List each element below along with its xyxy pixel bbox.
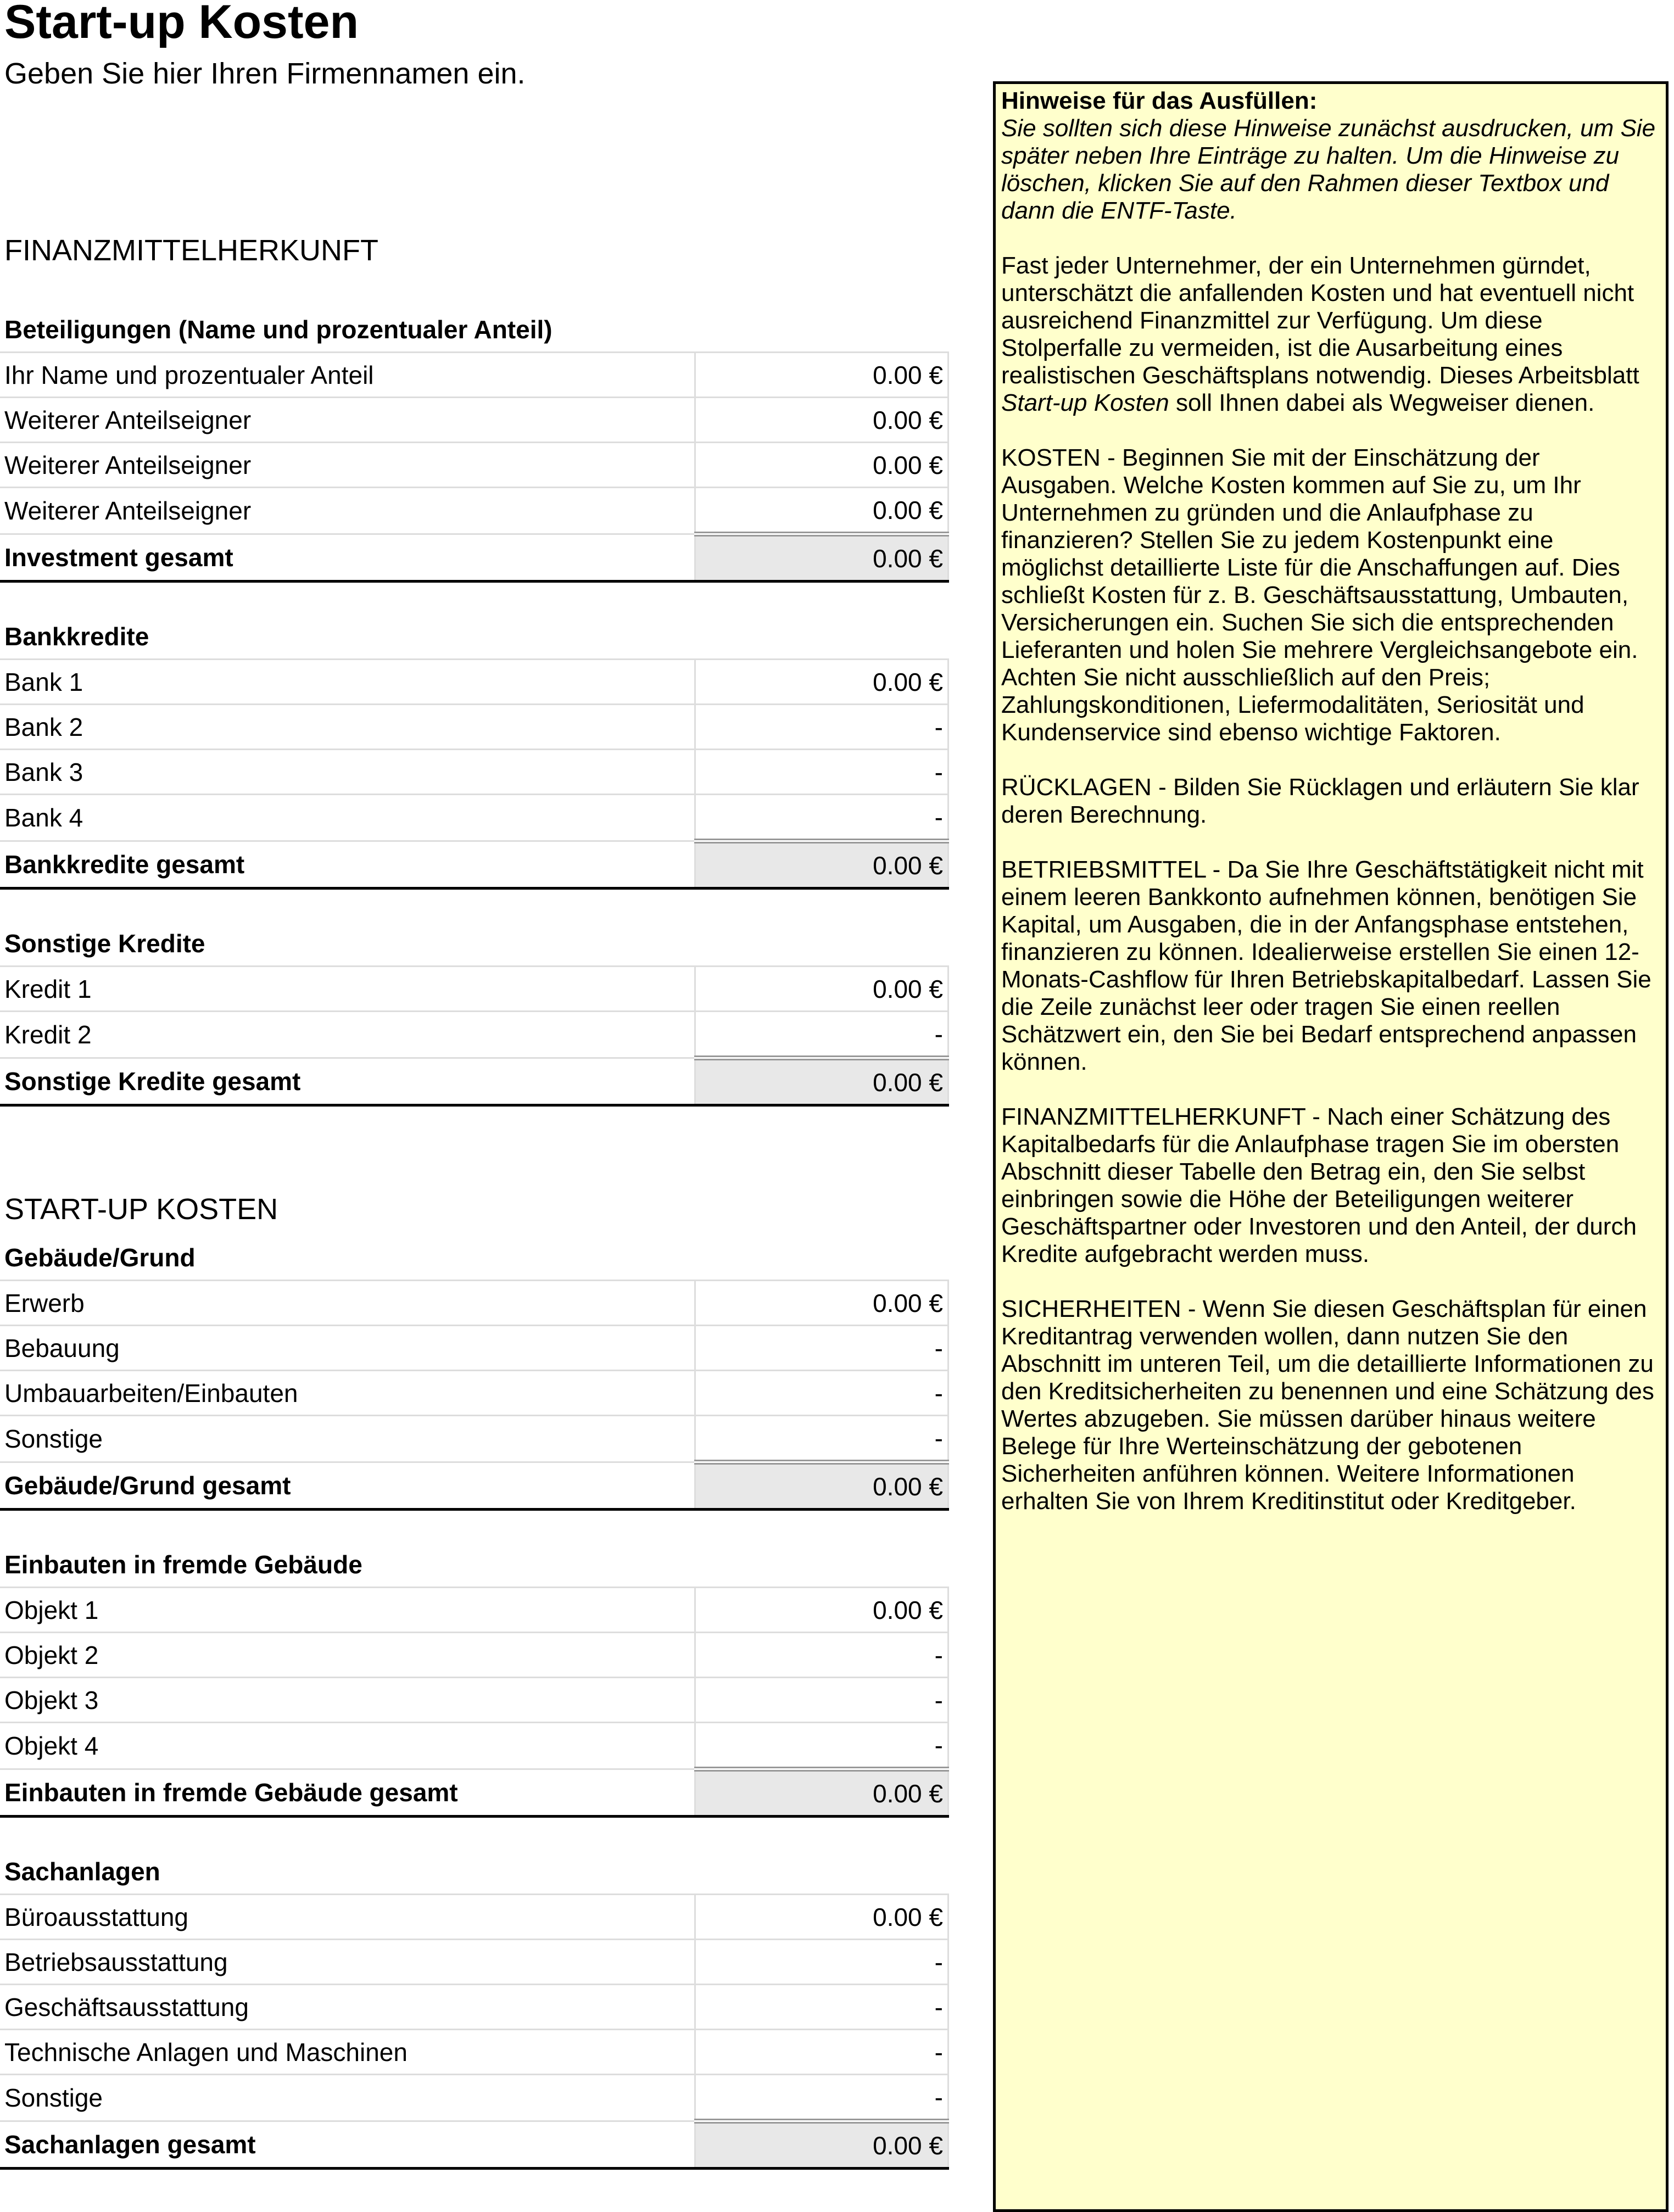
row-value[interactable]: -: [695, 2075, 948, 2121]
overview-worksheet-name: Start-up Kosten: [1001, 389, 1169, 416]
total-value[interactable]: 0.00 €: [695, 1462, 948, 1510]
sonstige-kredite-table: [0, 965, 949, 1107]
row-label[interactable]: Bebauung: [0, 1326, 695, 1371]
table-row: [0, 353, 948, 398]
row-label[interactable]: Umbauarbeiten/Einbauten: [0, 1371, 695, 1416]
row-value[interactable]: 0.00 €: [695, 353, 948, 398]
table-row: [0, 2030, 948, 2075]
row-label[interactable]: Geschäftsausstattung: [0, 1985, 695, 2030]
table-row: [0, 2075, 948, 2121]
table-row: [0, 1371, 948, 1416]
sachanlagen-table: [0, 1893, 949, 2170]
total-value[interactable]: 0.00 €: [695, 2121, 948, 2169]
group-beteiligungen: [0, 308, 943, 583]
table-row: [0, 1012, 948, 1058]
table-row: [0, 443, 948, 488]
row-label[interactable]: Betriebsausstattung: [0, 1940, 695, 1985]
row-value[interactable]: -: [695, 1723, 948, 1769]
table-row: [0, 1895, 948, 1940]
row-label[interactable]: Ihr Name und prozentualer Anteil: [0, 353, 695, 398]
group-title: Sonstige Kredite: [4, 929, 205, 958]
total-label: Investment gesamt: [0, 534, 695, 582]
table-row: [0, 795, 948, 841]
row-value[interactable]: -: [695, 1678, 948, 1723]
row-value[interactable]: 0.00 €: [695, 398, 948, 443]
total-value[interactable]: 0.00 €: [695, 841, 948, 889]
total-value[interactable]: 0.00 €: [695, 1769, 948, 1817]
instructions-sicherheiten: SICHERHEITEN - Wenn Sie diesen Geschäftsplan für einen Kreditantrag verwenden wollen, dann nutzen Sie den Abschnitt im unteren Teil, um die detaillierte Informationen zu den Kreditsicherheiten zu benennen und eine Schätzung des Wertes abzugeben. Sie müssen darüber hinaus weitere Belege für Ihre Werteinschätzung der gebotenen Sicherheiten anführen können. Weitere Informationen erhalten Sie von Ihrem Kreditinstitut oder Kreditgeber.: [1001, 1295, 1654, 1515]
row-label[interactable]: Weiterer Anteilseigner: [0, 488, 695, 534]
total-row: [0, 841, 948, 889]
table-row: [0, 488, 948, 534]
total-row: [0, 1462, 948, 1510]
row-label[interactable]: Büroausstattung: [0, 1895, 695, 1940]
row-value[interactable]: -: [695, 1633, 948, 1678]
row-label[interactable]: Weiterer Anteilseigner: [0, 398, 695, 443]
instructions-textbox[interactable]: [993, 81, 1669, 2212]
row-value[interactable]: 0.00 €: [695, 967, 948, 1012]
total-value[interactable]: 0.00 €: [695, 1058, 948, 1105]
table-row: [0, 1940, 948, 1985]
table-row: [0, 1281, 948, 1326]
page-title: Start-up Kosten: [4, 0, 359, 48]
group-gebaeude-grund: [0, 1236, 943, 1511]
row-value[interactable]: -: [695, 1371, 948, 1416]
total-label: Sonstige Kredite gesamt: [0, 1058, 695, 1105]
row-value[interactable]: 0.00 €: [695, 1588, 948, 1633]
group-sonstige-kredite: [0, 921, 943, 1107]
table-row: [0, 1678, 948, 1723]
row-label[interactable]: Objekt 3: [0, 1678, 695, 1723]
total-label: Gebäude/Grund gesamt: [0, 1462, 695, 1510]
total-row: [0, 534, 948, 582]
instructions-finanzmittelherkunft: FINANZMITTELHERKUNFT - Nach einer Schätzung des Kapitalbedarfs für die Anlaufphase tragen Sie im obersten Abschnitt dieser Tabelle den Betrag ein, den Sie selbst einbringen sowie die Höhe der Beteiligungen weiterer Geschäftspartner oder Investoren und den Anteil, der durch Kredite aufgebracht werden muss.: [1001, 1103, 1637, 1267]
table-row: [0, 1588, 948, 1633]
table-row: [0, 967, 948, 1012]
table-row: [0, 1723, 948, 1769]
total-row: [0, 2121, 948, 2169]
row-label[interactable]: Sonstige: [0, 1416, 695, 1462]
total-value[interactable]: 0.00 €: [695, 534, 948, 582]
row-label[interactable]: Kredit 2: [0, 1012, 695, 1058]
row-label[interactable]: Technische Anlagen und Maschinen: [0, 2030, 695, 2075]
bankkredite-table: [0, 658, 949, 890]
row-value[interactable]: 0.00 €: [695, 443, 948, 488]
group-title: Beteiligungen (Name und prozentualer Anteil): [4, 315, 553, 344]
row-label[interactable]: Erwerb: [0, 1281, 695, 1326]
table-row: [0, 1985, 948, 2030]
table-row: [0, 660, 948, 705]
row-label[interactable]: Bank 1: [0, 660, 695, 705]
row-label[interactable]: Objekt 1: [0, 1588, 695, 1633]
row-label[interactable]: Objekt 4: [0, 1723, 695, 1769]
section-heading-finanzmittelherkunft: FINANZMITTELHERKUNFT: [4, 234, 378, 267]
row-value[interactable]: -: [695, 795, 948, 841]
row-value[interactable]: -: [695, 1326, 948, 1371]
row-label[interactable]: Bank 2: [0, 705, 695, 750]
row-value[interactable]: -: [695, 1416, 948, 1462]
row-value[interactable]: 0.00 €: [695, 660, 948, 705]
row-value[interactable]: 0.00 €: [695, 1281, 948, 1326]
row-label[interactable]: Kredit 1: [0, 967, 695, 1012]
instructions-kosten: KOSTEN - Beginnen Sie mit der Einschätzung der Ausgaben. Welche Kosten kommen auf Sie zu, um Ihr Unternehmen zu gründen und die Anlaufphase zu finanzieren? Stellen Sie zu jedem Kostenpunkt eine möglichst detaillierte Liste für die Anschaffungen auf. Dies schließt Kosten für z. B. Geschäftsausstattung, Umbauten, Versicherungen ein. Suchen Sie sich die entsprechenden Lieferanten und holen Sie mehrere Vergleichsangebote ein. Achten Sie nicht ausschließlich auf den Preis; Zahlungskonditionen, Liefermodalitäten, Seriosität und Kundenservice sind ebenso wichtige Faktoren.: [1001, 444, 1638, 746]
company-name-field[interactable]: Geben Sie hier Ihren Firmennamen ein.: [4, 57, 526, 90]
einbauten-table: [0, 1587, 949, 1818]
total-label: Sachanlagen gesamt: [0, 2121, 695, 2169]
group-title: Einbauten in fremde Gebäude: [4, 1550, 362, 1579]
group-title: Gebäude/Grund: [4, 1243, 196, 1272]
instructions-overview: [1001, 252, 1660, 417]
beteiligungen-table: [0, 351, 949, 583]
row-value[interactable]: -: [695, 750, 948, 795]
row-label[interactable]: Sonstige: [0, 2075, 695, 2121]
table-row: [0, 1633, 948, 1678]
table-row: [0, 705, 948, 750]
instructions-ruecklagen: RÜCKLAGEN - Bilden Sie Rücklagen und erläutern Sie klar deren Berechnung.: [1001, 774, 1639, 828]
row-value[interactable]: -: [695, 2030, 948, 2075]
total-label: Bankkredite gesamt: [0, 841, 695, 889]
group-bankkredite: [0, 615, 943, 890]
group-title: Bankkredite: [4, 622, 149, 651]
section-heading-start-up-kosten: START-UP KOSTEN: [4, 1193, 278, 1226]
total-row: [0, 1058, 948, 1105]
table-row: [0, 1416, 948, 1462]
total-row: [0, 1769, 948, 1817]
gebaeude-table: [0, 1280, 949, 1511]
total-label: Einbauten in fremde Gebäude gesamt: [0, 1769, 695, 1817]
group-einbauten: [0, 1543, 943, 1818]
row-value[interactable]: -: [695, 1985, 948, 2030]
table-row: [0, 1326, 948, 1371]
row-value[interactable]: -: [695, 1012, 948, 1058]
row-value[interactable]: 0.00 €: [695, 1895, 948, 1940]
row-label[interactable]: Weiterer Anteilseigner: [0, 443, 695, 488]
row-label[interactable]: Objekt 2: [0, 1633, 695, 1678]
table-row: [0, 398, 948, 443]
table-row: [0, 750, 948, 795]
instructions-heading: Hinweise für das Ausfüllen:: [1001, 87, 1318, 114]
row-value[interactable]: -: [695, 1940, 948, 1985]
overview-text-after: soll Ihnen dabei als Wegweiser dienen.: [1169, 389, 1595, 416]
group-sachanlagen: [0, 1850, 943, 2170]
row-value[interactable]: 0.00 €: [695, 488, 948, 534]
group-title: Sachanlagen: [4, 1857, 160, 1886]
instructions-betriebsmittel: BETRIEBSMITTEL - Da Sie Ihre Geschäftstätigkeit nicht mit einem leeren Bankkonto aufnehmen können, benötigen Sie Kapital, um Ausgaben, die in der Anfangsphase entstehen, finanzieren zu können. Idealierweise erstellen Sie einen 12-Monats-Cashflow für Ihren Betriebskapitalbedarf. Lassen Sie die Zeile zunächst leer oder tragen Sie einen reellen Schätzwert ein, den Sie bei Bedarf entsprechend anpassen können.: [1001, 856, 1651, 1075]
row-value[interactable]: -: [695, 705, 948, 750]
row-label[interactable]: Bank 3: [0, 750, 695, 795]
instructions-intro: Sie sollten sich diese Hinweise zunächst ausdrucken, um Sie später neben Ihre Einträge zu halten. Um die Hinweise zu löschen, klicken Sie auf den Rahmen dieser Textbox und dann die ENTF-Taste.: [1001, 115, 1656, 224]
overview-text-before: Fast jeder Unternehmer, der ein Unternehmen gürndet, unterschätzt die anfallenden Kosten und hat eventuell nicht ausreichend Finanzmittel zur Verfügung. Um diese Stolperfalle zu vermeiden, ist die Ausarbeitung eines realistischen Geschäftsplans notwendig. Dieses Arbeitsblatt: [1001, 252, 1639, 389]
row-label[interactable]: Bank 4: [0, 795, 695, 841]
